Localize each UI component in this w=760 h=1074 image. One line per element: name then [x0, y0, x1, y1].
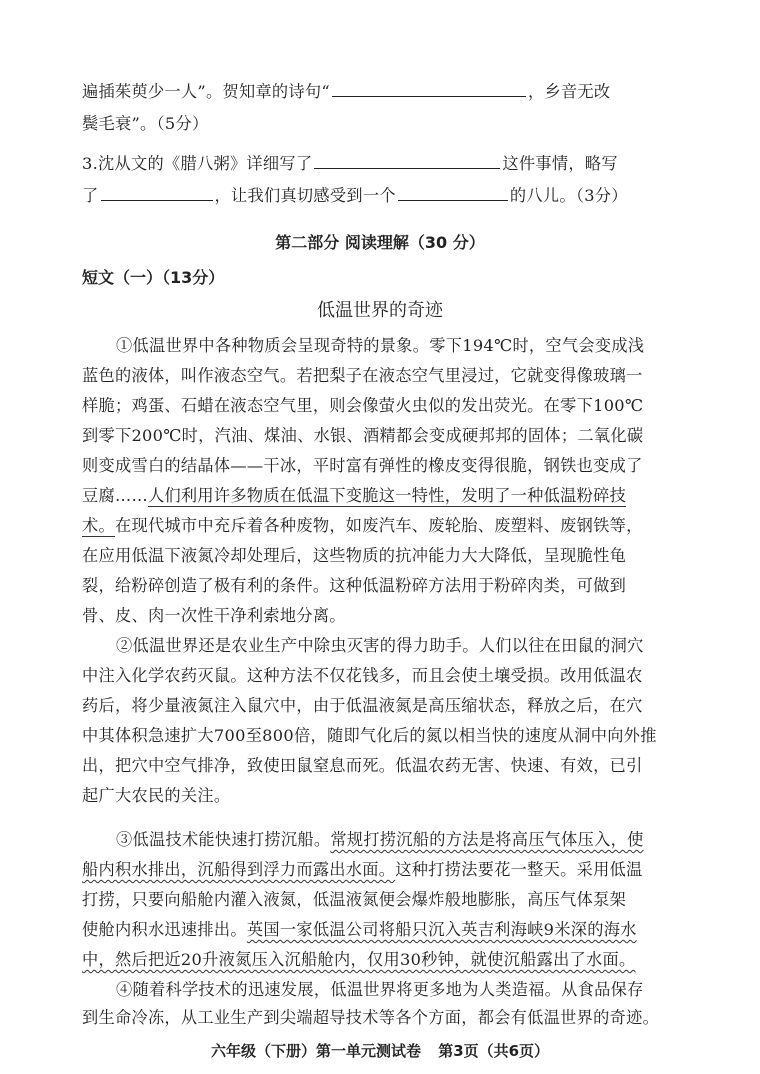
q3-line-1: [82, 150, 618, 174]
q3-text-e: 的八儿。（3分）: [509, 186, 628, 205]
footer-page-number: 第3页（共6页）: [438, 1042, 550, 1060]
answer-blank[interactable]: [398, 186, 508, 201]
q3-text-b: 这件事情，略写: [502, 154, 618, 173]
passage-text: ③低温技术能快速打捞沉船。: [116, 830, 331, 849]
q2-line-2: 鬓毛衰”。（5分）: [82, 114, 209, 133]
passage-line: 裂，给粉碎创造了极有利的条件。这种低温粉碎方法用于粉碎肉类，可做到: [82, 576, 627, 595]
passage-line: 药后，将少量液氮注入鼠穴中，由于低温液氮是高压缩状态，释放之后，在穴: [82, 696, 643, 715]
passage-line: [116, 826, 644, 850]
passage-line: 则变成雪白的结晶体——干冰，平时富有弹性的橡皮变得很脆，钢铁也变成了: [82, 456, 643, 475]
passage-text: 使舱内积水迅速排出。: [82, 920, 247, 939]
passage-text: 豆腐……: [82, 486, 148, 505]
passage-line: 出，把穴中空气排净，致使田鼠窒息而死。低温农药无害、快速、有效，已引: [82, 756, 643, 775]
passage-line: ②低温世界还是农业生产中除虫灭害的得力助手。人们以往在田鼠的洞穴: [116, 636, 644, 655]
wavy-underlined-sentence: 船内积水排出，沉船得到浮力而露出水面。: [82, 860, 396, 879]
underlined-sentence: 术。: [82, 516, 115, 535]
passage-line: 到生命冷冻，从工业生产到尖端超导技术等各个方面，都会有低温世界的奇迹。: [82, 1008, 660, 1027]
passage-title: 低温世界的奇迹: [317, 300, 443, 321]
wavy-underlined-sentence: 中，然后把近20升液氮压入沉船舱内，仅用30秒钟，就使沉船露出了水面。: [82, 950, 636, 969]
passage-line: 中注入化学农药灭鼠。这种方法不仅花钱多，而且会使土壤受损。改用低温农: [82, 666, 643, 685]
passage-text: 这种打捞法要花一整天。采用低温: [395, 860, 643, 879]
passage-line: [82, 946, 636, 970]
q2-line-1: [82, 78, 610, 102]
underlined-sentence: 人们利用许多物质在低温下变脆这一特性，发明了一种低温粉碎技: [147, 486, 627, 505]
q3-text-d: ，让我们真切感受到一个: [214, 186, 396, 205]
q2-tail: ，乡音无改: [527, 82, 611, 101]
passage-line: [82, 482, 626, 506]
passage-subhead: 短文（一）（13分）: [82, 268, 225, 287]
answer-blank[interactable]: [101, 186, 213, 201]
footer-exam-title: 六年级（下册）第一单元测试卷: [210, 1042, 421, 1060]
answer-blank[interactable]: [332, 82, 526, 97]
q3-text-a: 3.沈从文的《腊八粥》详细写了: [82, 154, 313, 173]
passage-line: 样脆；鸡蛋、石蜡在液态空气里，则会像萤火虫似的发出荧光。在零下100℃: [82, 396, 644, 415]
answer-blank[interactable]: [314, 154, 500, 169]
wavy-underlined-sentence: 常规打捞沉船的方法是将高压气体压入，使: [330, 830, 644, 849]
q3-line-2: [82, 182, 628, 206]
passage-line: 蓝色的液体，叫作液态空气。若把梨子在液态空气里浸过，它就变得像玻璃一: [82, 366, 643, 385]
passage-line: ①低温世界中各种物质会呈现奇特的景象。零下194℃时，空气会变成浅: [116, 336, 645, 355]
section-heading: 第二部分 阅读理解（30 分）: [275, 233, 485, 252]
passage-line: 打捞，只要向船舱内灌入液氮，低温液氮便会爆炸般地膨胀，高压气体泵架: [82, 890, 627, 909]
passage-line: [82, 916, 637, 940]
passage-line: ④随着科学技术的迅速发展，低温世界将更多地为人类造福。从食品保存: [116, 980, 644, 999]
passage-line: 在应用低温下液氮冷却处理后，这些物质的抗冲能力大大降低，呈现脆性龟: [82, 546, 627, 565]
passage-line: [82, 512, 643, 536]
passage-line: 起广大农民的关注。: [82, 786, 231, 805]
q2-text: 遍插茱萸少一人”。贺知章的诗句“: [82, 82, 330, 101]
page-footer: [0, 1040, 760, 1061]
wavy-underlined-sentence: 英国一家低温公司将船只沉入英吉利海峡9米深的海水: [246, 920, 637, 939]
passage-line: 骨、皮、肉一次性干净利索地分离。: [82, 606, 346, 625]
passage-line: [82, 856, 643, 880]
q3-text-c: 了: [82, 186, 99, 205]
passage-line: 中其体积急速扩大700至800倍，随即气化后的氮以相当快的速度从洞中向外推: [82, 726, 657, 745]
passage-line: 到零下200℃时，汽油、煤油、水银、酒精都会变成硬邦邦的固体；二氧化碳: [82, 426, 644, 445]
passage-text: 在现代城市中充斥着各种废物，如废汽车、废轮胎、废塑料、废钢铁等，: [114, 516, 643, 535]
